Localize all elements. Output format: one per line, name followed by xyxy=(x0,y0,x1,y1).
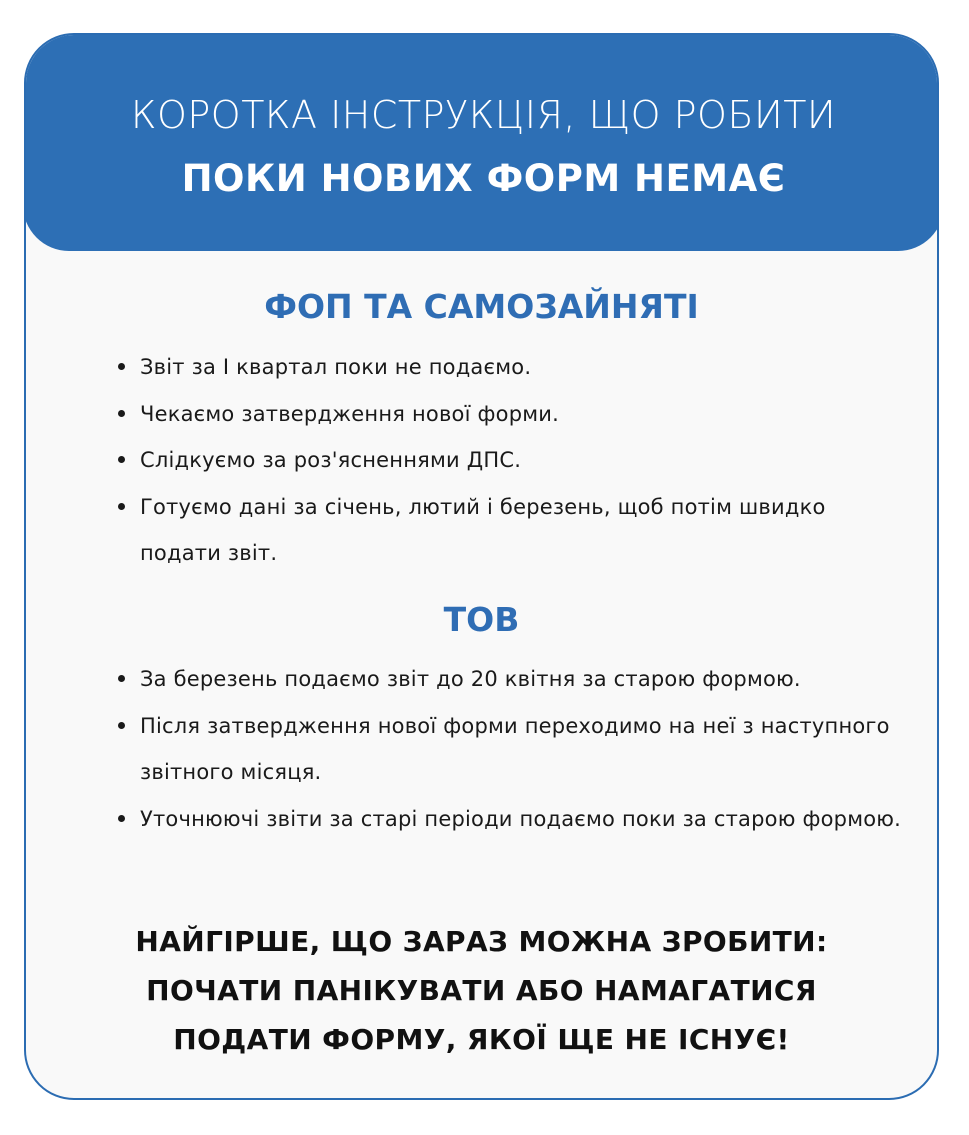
warning-message xyxy=(26,917,937,1064)
list-item xyxy=(26,391,937,438)
bullet-icon xyxy=(118,503,125,510)
list-item-text: Після затвердження нової форми переходимо на неї з наступного звітного місяця. xyxy=(140,713,890,784)
header-title-line1: КОРОТКА ІНСТРУКЦІЯ, ЩО РОБИТИ xyxy=(130,93,837,137)
header-banner xyxy=(24,33,939,251)
section-title-fop: ФОП ТА САМОЗАЙНЯТІ xyxy=(264,287,699,326)
list-item-text: За березень подаємо звіт до 20 квітня за старою формою. xyxy=(140,667,801,691)
list-item-text: Готуємо дані за січень, лютий і березень, щоб потім швидко подати звіт. xyxy=(140,494,826,565)
fop-list xyxy=(26,344,937,577)
warning-line-1: НАЙГІРШЕ, ЩО ЗАРАЗ МОЖНА ЗРОБИТИ: xyxy=(135,925,828,958)
list-item-text: Звіт за I квартал поки не подаємо. xyxy=(140,355,532,379)
bullet-icon xyxy=(118,363,125,370)
list-item xyxy=(26,703,937,796)
list-item-text: Чекаємо затвердження нової форми. xyxy=(140,401,559,426)
section-title-tov: ТОВ xyxy=(443,600,520,639)
instruction-card xyxy=(24,33,939,1100)
list-item xyxy=(26,796,937,843)
list-item xyxy=(26,344,937,391)
warning-line-3: ПОДАТИ ФОРМУ, ЯКОЇ ЩЕ НЕ ІСНУЄ! xyxy=(173,1023,790,1056)
list-item xyxy=(26,437,937,484)
list-item-text: Слідкуємо за роз'ясненнями ДПС. xyxy=(140,448,522,472)
bullet-icon xyxy=(118,456,125,463)
bullet-icon xyxy=(118,675,125,682)
list-item-text: Уточнюючі звіти за старі періоди подаємо поки за старою формою. xyxy=(140,806,902,831)
warning-line-2: ПОЧАТИ ПАНІКУВАТИ АБО НАМАГАТИСЯ xyxy=(146,974,817,1007)
bullet-icon xyxy=(118,410,125,417)
tov-list xyxy=(26,656,937,842)
header-title-line2: ПОКИ НОВИХ ФОРМ НЕМАЄ xyxy=(181,157,786,200)
bullet-icon xyxy=(118,722,125,729)
list-item xyxy=(26,484,937,577)
list-item xyxy=(26,656,937,703)
bullet-icon xyxy=(118,815,125,822)
